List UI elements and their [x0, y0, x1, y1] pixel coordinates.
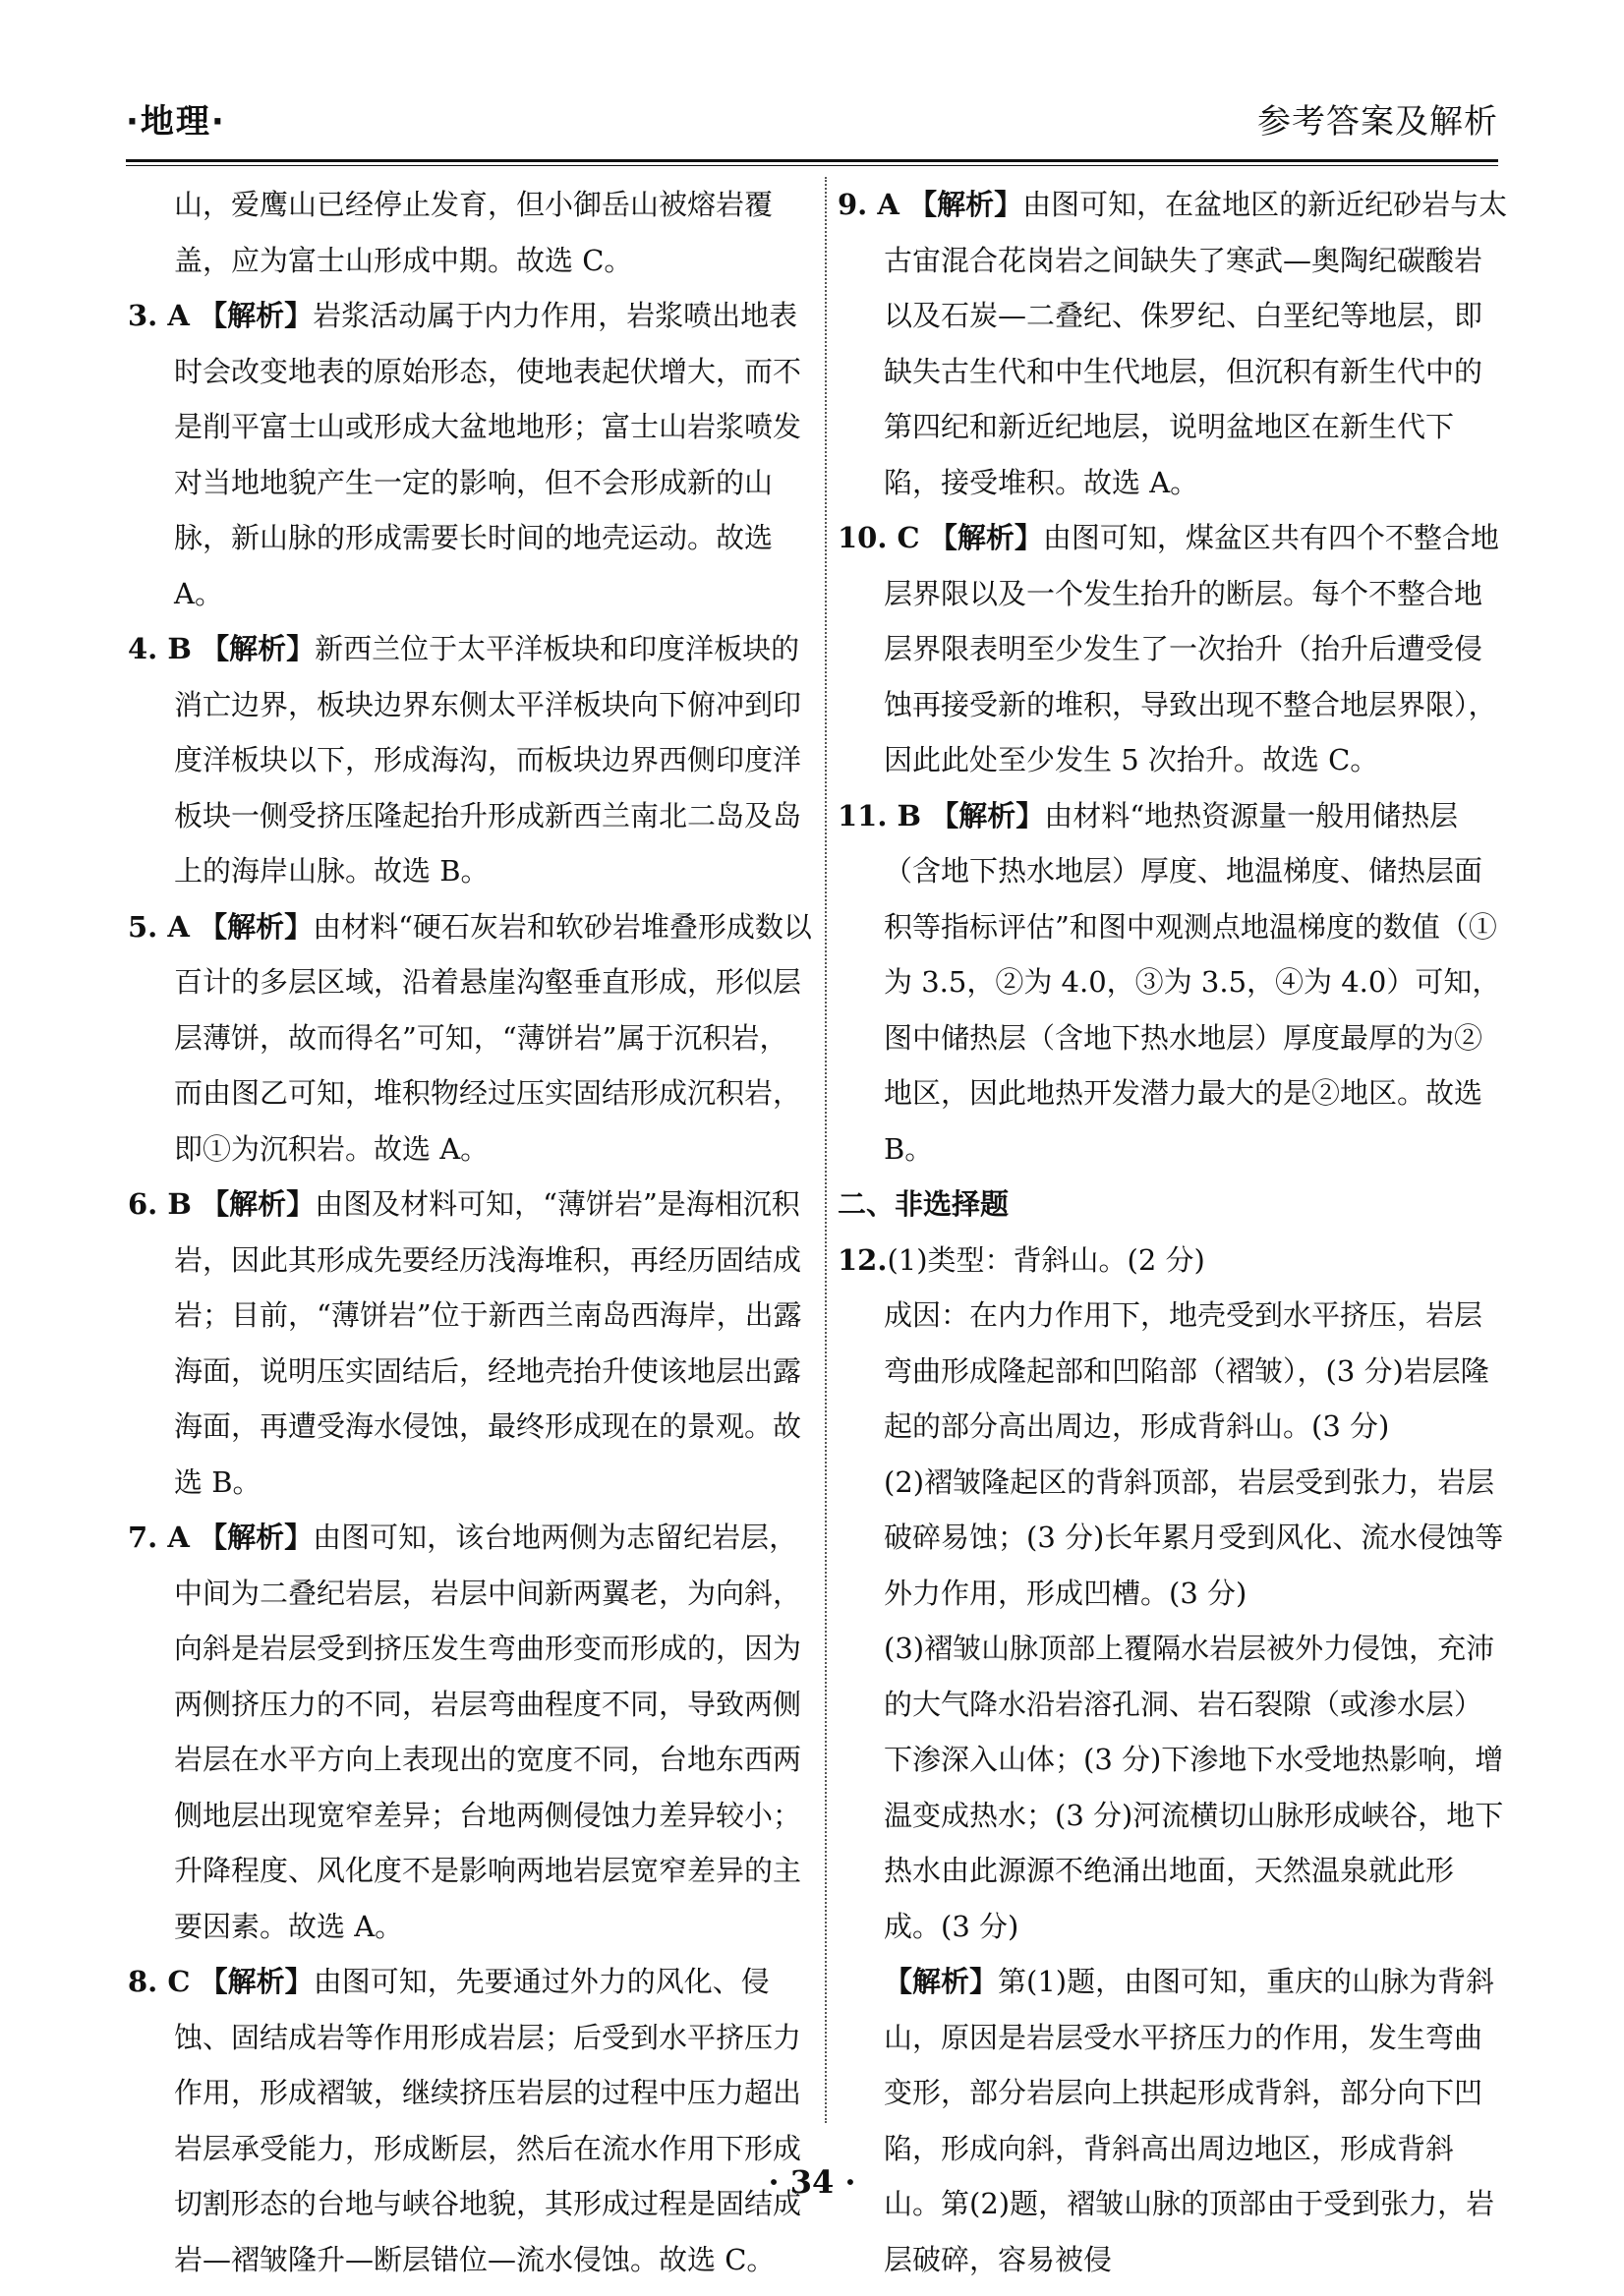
page-number: · 34 · — [768, 2163, 856, 2201]
answer-7 — [128, 1510, 812, 1954]
answer-text: 由材料“地热资源量一般用储热层（含地下热水地层）厚度、地温梯度、储热层面积等指标评估”和图中观测点地温梯度的数值（①为 3.5，②为 4.0，③为 3.5，④为 4.0）可知，图中储热层（含地下热水地层）厚度最厚的为②地区，因此地热开发潜力最大的是②地区。故选 B。 — [884, 798, 1501, 1166]
answer-12-part-3: (3)褶皱山脉顶部上覆隔水岩层被外力侵蚀，充沛的大气降水沿岩溶孔洞、岩石裂隙（或渗水层）下渗深入山体；(3 分)下渗地下水受地热影响，增温变成热水；(3 分)河流横切山脉形成峡谷，地下热水由此源源不绝涌出地面，天然温泉就此形成。(3 分) — [884, 1632, 1504, 1943]
answer-text: 由图及材料可知，“薄饼岩”是海相沉积岩，因此其形成先要经历浅海堆积，再经历固结成岩；目前，“薄饼岩”位于新西兰南岛西海岸，出露海面，说明压实固结后，经地壳抬升使该地层出露海面，再遭受海水侵蚀，最终形成现在的景观。故选 B。 — [174, 1187, 802, 1499]
answer-number: 6. B — [128, 1187, 192, 1221]
analysis-tag: 【解析】 — [199, 1521, 314, 1554]
column-divider — [825, 177, 827, 2123]
answer-8 — [128, 1954, 812, 2287]
analysis-tag: 【解析】 — [199, 299, 314, 332]
answer-text: 由图可知，该台地两侧为志留纪岩层，中间为二叠纪岩层，岩层中间新两翼老，为向斜，向斜是岩层受到挤压发生弯曲形变而形成的，因为两侧挤压力的不同，岩层弯曲程度不同，导致两侧岩层在水平方向上表现出的宽度不同，台地东西两侧地层出现宽窄差异；台地两侧侵蚀力差异较小；升降程度、风化度不是影响两地岩层宽窄差异的主要因素。故选 A。 — [174, 1521, 802, 1943]
analysis-tag: 【解析】 — [930, 798, 1045, 832]
answer-text: 由图可知，在盆地区的新近纪砂岩与太古宙混合花岗岩之间缺失了寒武—奥陶纪碳酸岩以及石炭—二叠纪、侏罗纪、白垩纪等地层，即缺失古生代和中生代地层，但沉积有新生代中的第四纪和新近纪地层，说明盆地区在新生代下陷，接受堆积。故选 A。 — [884, 188, 1508, 499]
answer-12-analysis — [838, 1954, 1508, 2287]
analysis-tag: 【解析】 — [199, 909, 314, 944]
answer-text: (1)类型：背斜山。(2 分) — [887, 1242, 1205, 1277]
answer-text: 新西兰位于太平洋板块和印度洋板块的消亡边界，板块边界东侧太平洋板块向下俯冲到印度洋板块以下，形成海沟，而板块边界西侧印度洋板块一侧受挤压隆起抬升形成新西兰南北二岛及岛上的海岸山脉。故选 B。 — [174, 632, 802, 888]
answer-11 — [838, 788, 1508, 1177]
analysis-tag: 【解析】 — [884, 1965, 999, 1998]
answer-6 — [128, 1177, 812, 1510]
answer-text: 岩浆活动属于内力作用，岩浆喷出地表时会改变地表的原始形态，使地表起伏增大，而不是削平富士山或形成大盆地地形；富士山岩浆喷发对当地地貌产生一定的影响，但不会形成新的山脉，新山脉的形成需要长时间的地壳运动。故选 A。 — [174, 299, 802, 610]
analysis-tag: 【解析】 — [199, 1965, 314, 1998]
answer-number: 7. A — [128, 1521, 190, 1554]
answer-12-part-2: (2)褶皱隆起区的背斜顶部，岩层受到张力，岩层破碎易蚀；(3 分)长年累月受到风化、流水侵蚀等外力作用，形成凹槽。(3 分) — [884, 1464, 1504, 1610]
answer-number: 3. A — [128, 299, 190, 332]
answer-4 — [128, 621, 812, 899]
analysis-tag: 【解析】 — [201, 1187, 316, 1221]
section-heading: 二、非选择题 — [838, 1187, 1010, 1221]
answer-number: 5. A — [128, 909, 190, 944]
header-rule — [126, 159, 1498, 162]
answer-number: 12. — [838, 1242, 888, 1277]
section-title: 参考答案及解析 — [1257, 102, 1498, 142]
header-rule-thin — [126, 165, 1498, 166]
answer-number: 10. C — [838, 521, 920, 554]
analysis-tag: 【解析】 — [201, 632, 316, 665]
answer-10 — [838, 510, 1508, 788]
analysis-tag: 【解析】 — [908, 188, 1023, 221]
answer-12-part-1 — [838, 1233, 1508, 1289]
answer-number: 8. C — [128, 1965, 191, 1998]
answer-number: 4. B — [128, 632, 192, 665]
answer-text: 由图可知，先要通过外力的风化、侵蚀、固结成岩等作用形成岩层；后受到水平挤压力作用，形成褶皱，继续挤压岩层的过程中压力超出岩层承受能力，形成断层，然后在流水作用下形成切割形态的台地与峡谷地貌，其形成过程是固结成岩—褶皱隆升—断层错位—流水侵蚀。故选 C。 — [174, 1965, 802, 2276]
answer-text: 由图可知，煤盆区共有四个不整合地层界限以及一个发生抬升的断层。每个不整合地层界限表明至少发生了一次抬升（抬升后遭受侵蚀再接受新的堆积，导致出现不整合地层界限），因此此处至少发生 5 次抬升。故选 C。 — [884, 521, 1499, 776]
answer-number: 11. B — [838, 798, 922, 832]
subject-label: ·地理· — [126, 102, 226, 142]
answer-9 — [838, 177, 1508, 510]
analysis-tag: 【解析】 — [928, 521, 1043, 554]
answer-number: 9. A — [838, 188, 899, 221]
answer-5 — [128, 899, 812, 1177]
answer-text: 由材料“硬石灰岩和软砂岩堆叠形成数以百计的多层区域，沿着悬崖沟壑垂直形成，形似层层薄饼，故而得名”可知，“薄饼岩”属于沉积岩，而由图乙可知，堆积物经过压实固结形成沉积岩，即①为沉积岩。故选 A。 — [174, 909, 812, 1166]
answer-3 — [128, 288, 812, 621]
page-header — [126, 94, 1498, 149]
answer-12-cause: 成因：在内力作用下，地壳受到水平挤压，岩层弯曲形成隆起部和凹陷部（褶皱），(3 分)岩层隆起的部分高出周边，形成背斜山。(3 分) — [884, 1298, 1489, 1443]
analysis-text: 第(1)题，由图可知，重庆的山脉为背斜山，原因是岩层受水平挤压力的作用，发生弯曲变形，部分岩层向上拱起形成背斜，部分向下凹陷，形成向斜，背斜高出周边地区，形成背斜山。第(2)题，褶皱山脉的顶部由于受到张力，岩层破碎，容易被侵 — [884, 1965, 1495, 2276]
right-column — [838, 177, 1508, 2276]
answer-2-continued: 山，爱鹰山已经停止发育，但小御岳山被熔岩覆盖，应为富士山形成中期。故选 C。 — [174, 188, 774, 277]
